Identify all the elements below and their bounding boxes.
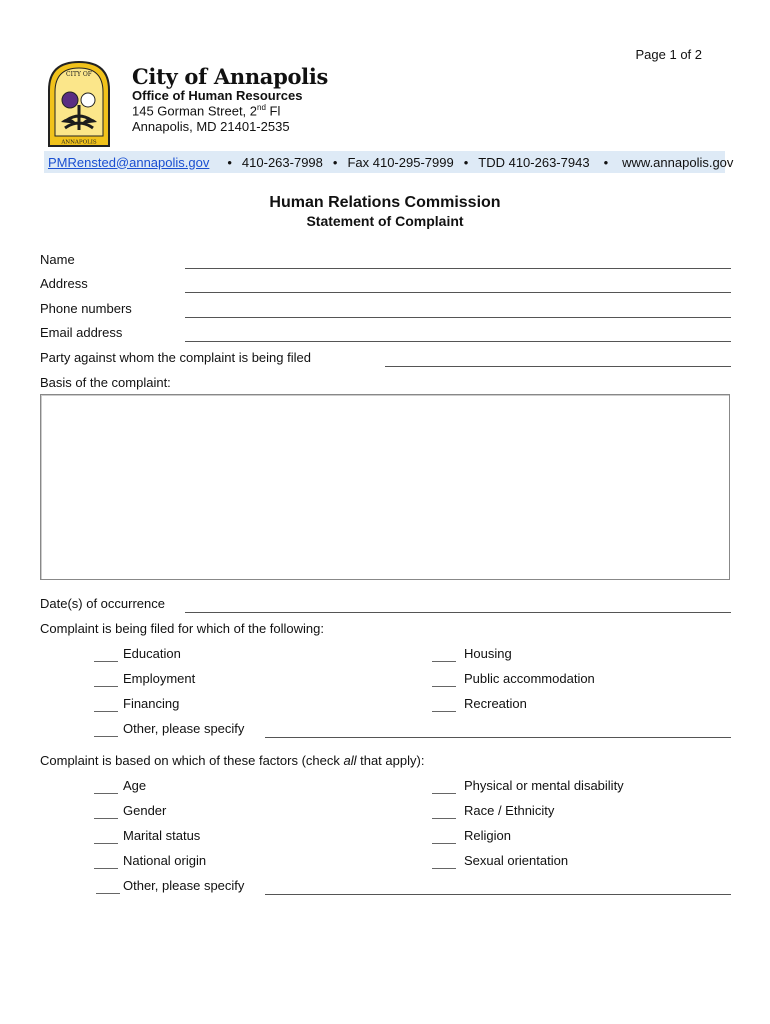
email-link[interactable]: PMRensted@annapolis.gov — [48, 154, 210, 170]
factor-sexual-orientation: Sexual orientation — [464, 853, 569, 868]
factor-marital-status: Marital status — [123, 828, 201, 843]
city-state-zip: Annapolis, MD 21401-2535 — [132, 119, 290, 134]
checkbox-blank[interactable] — [432, 686, 456, 687]
phone-label: Phone numbers — [40, 301, 132, 316]
checkbox-blank[interactable] — [94, 843, 118, 844]
party-label: Party against whom the complaint is being filed — [40, 350, 311, 365]
bullet: • — [463, 154, 469, 170]
checkbox-blank[interactable] — [432, 843, 456, 844]
factor-gender: Gender — [123, 803, 167, 818]
checkbox-blank[interactable] — [96, 893, 120, 894]
checkbox-blank[interactable] — [432, 711, 456, 712]
option-housing: Housing — [464, 646, 512, 661]
city-title: City of Annapolis — [132, 64, 329, 89]
checkbox-blank[interactable] — [94, 686, 118, 687]
fax-number: Fax 410-295-7999 — [347, 154, 454, 170]
filed-for-prompt: Complaint is being filed for which of the following: — [40, 621, 324, 636]
name-label: Name — [40, 252, 75, 267]
checkbox-blank[interactable] — [432, 818, 456, 819]
checkbox-blank[interactable] — [432, 793, 456, 794]
checkbox-blank[interactable] — [94, 711, 118, 712]
option-public-accommodation: Public accommodation — [464, 671, 595, 686]
form-title: Human Relations Commission — [269, 194, 501, 211]
basis-label: Basis of the complaint: — [40, 375, 171, 390]
option-employment: Employment — [123, 671, 196, 686]
factor-race-ethnicity: Race / Ethnicity — [464, 803, 555, 818]
factors-prompt: Complaint is based on which of these factors (check all that apply): — [40, 753, 425, 768]
factor-national-origin: National origin — [123, 853, 207, 868]
checkbox-blank[interactable] — [432, 661, 456, 662]
factor-other: Other, please specify — [123, 878, 245, 893]
street-address: 145 Gorman Street, 2nd Fl — [132, 103, 281, 119]
checkbox-blank[interactable] — [94, 793, 118, 794]
checkbox-blank[interactable] — [94, 661, 118, 662]
form-subtitle: Statement of Complaint — [306, 213, 464, 229]
page-number: Page 1 of 2 — [635, 47, 702, 62]
tdd-number: TDD 410-263-7943 — [478, 154, 590, 170]
checkbox-blank[interactable] — [432, 868, 456, 869]
factor-disability: Physical or mental disability — [464, 778, 624, 793]
seal-text-top: CITY OF — [66, 71, 92, 78]
option-education: Education — [123, 646, 181, 661]
city-seal-logo — [47, 60, 111, 148]
dates-field[interactable] — [185, 612, 731, 613]
factor-age: Age — [123, 778, 147, 793]
option-other-filed: Other, please specify — [123, 721, 245, 736]
bullet: • — [227, 154, 232, 170]
other-factor-field[interactable] — [265, 894, 731, 895]
phone-number: 410-263-7998 — [241, 154, 323, 170]
name-field[interactable] — [185, 268, 731, 269]
seal-text-bottom: ANNAPOLIS — [61, 139, 97, 146]
other-filed-field[interactable] — [265, 737, 731, 738]
website-link[interactable]: www.annapolis.gov — [622, 154, 734, 170]
factor-religion: Religion — [464, 828, 511, 843]
checkbox-blank[interactable] — [94, 868, 118, 869]
checkbox-blank[interactable] — [94, 818, 118, 819]
party-field[interactable] — [385, 366, 731, 367]
option-recreation: Recreation — [464, 696, 527, 711]
email-field[interactable] — [185, 341, 731, 342]
basis-textarea[interactable] — [40, 394, 730, 580]
bullet: • — [332, 154, 338, 170]
checkbox-blank[interactable] — [94, 736, 118, 737]
phone-field[interactable] — [185, 317, 731, 318]
bullet: • — [603, 154, 609, 170]
address-field[interactable] — [185, 292, 731, 293]
option-financing: Financing — [123, 696, 180, 711]
contact-bar — [44, 151, 734, 173]
office-name: Office of Human Resources — [132, 88, 303, 103]
dates-label: Date(s) of occurrence — [40, 596, 165, 611]
email-label: Email address — [40, 325, 123, 340]
address-label: Address — [40, 276, 88, 291]
